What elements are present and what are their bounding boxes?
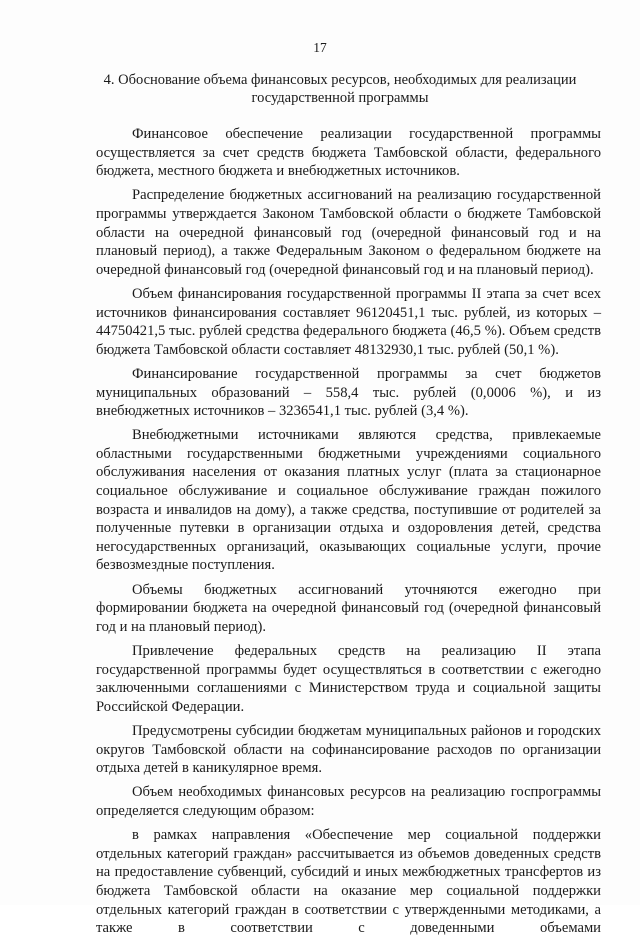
section-heading: 4. Обоснование объема финансовых ресурсов, необходимых для реализации государственной программы [103,72,577,106]
page-number: 17 [313,40,327,55]
paragraph: Внебюджетными источниками являются средства, привлекаемые областными государственными бюджетными учреждениями социального обслуживания населения от оказания платных услуг (плата за стационарное социальное обслуживание и социальное обслуживание граждан пожилого возраста и инвалидов на дому), а также средства, поступившие от родителей за полученные путевки в организации отдыха и оздоровления детей, средства негосударственных организаций, оказывающих социальные услуги, прочие безвозмездные поступления. [96,427,601,574]
paragraph: Объемы бюджетных ассигнований уточняются ежегодно при формировании бюджета на очередной финансовый год (очередной финансовый год и на плановый период). [96,581,601,635]
paragraph: Финансовое обеспечение реализации государственной программы осуществляется за счет средств бюджета Тамбовской области, федерального бюджета, местного бюджета и внебюджетных источников. [96,126,601,180]
paragraph: Распределение бюджетных ассигнований на реализацию государственной программы утверждается Законом Тамбовской области о бюджете Тамбовской области на очередной финансовый год (очередной финансовый год и на плановый период), а также Федеральным Законом о федеральном бюджете на очередной финансовый год (очередной финансовый год и на плановый период). [96,187,601,278]
paragraph: Привлечение федеральных средств на реализацию II этапа государственной программы будет осуществляться в соответствии с ежегодно заключенными соглашениями с Министерством труда и социальной защиты Российской Федерации. [96,643,601,715]
paragraph: в рамках направления «Обеспечение мер социальной поддержки отдельных категорий граждан» рассчитывается из объемов доведенных средств на предоставление субвенций, субсидий и иных межбюджетных трансфертов из бюджета Тамбовской области на оказание мер социальной поддержки отдельных категорий граждан в соответствии с утвержденными методиками, а также в соответствии с доведенными объемами [96,827,601,937]
paragraph: Объем необходимых финансовых ресурсов на реализацию госпрограммы определяется следующим образом: [96,784,601,819]
paragraph: Объем финансирования государственной программы II этапа за счет всех источников финансирования составляет 96120451,1 тыс. рублей, из которых – 44750421,5 тыс. рублей средства федерального бюджета (46,5 %). Объем средств бюджета Тамбовской области составляет 48132930,1 тыс. рублей (50,1 %). [96,285,601,358]
body-text [96,125,601,938]
paragraph: Финансирование государственной программы за счет бюджетов муниципальных образований – 558,4 тыс. рублей (0,0006 %), и из внебюджетных источников – 3236541,1 тыс. рублей (3,4 %). [96,365,601,420]
paragraph: Предусмотрены субсидии бюджетам муниципальных районов и городских округов Тамбовской области на софинансирование расходов по организации отдыха детей в каникулярное время. [96,722,601,777]
